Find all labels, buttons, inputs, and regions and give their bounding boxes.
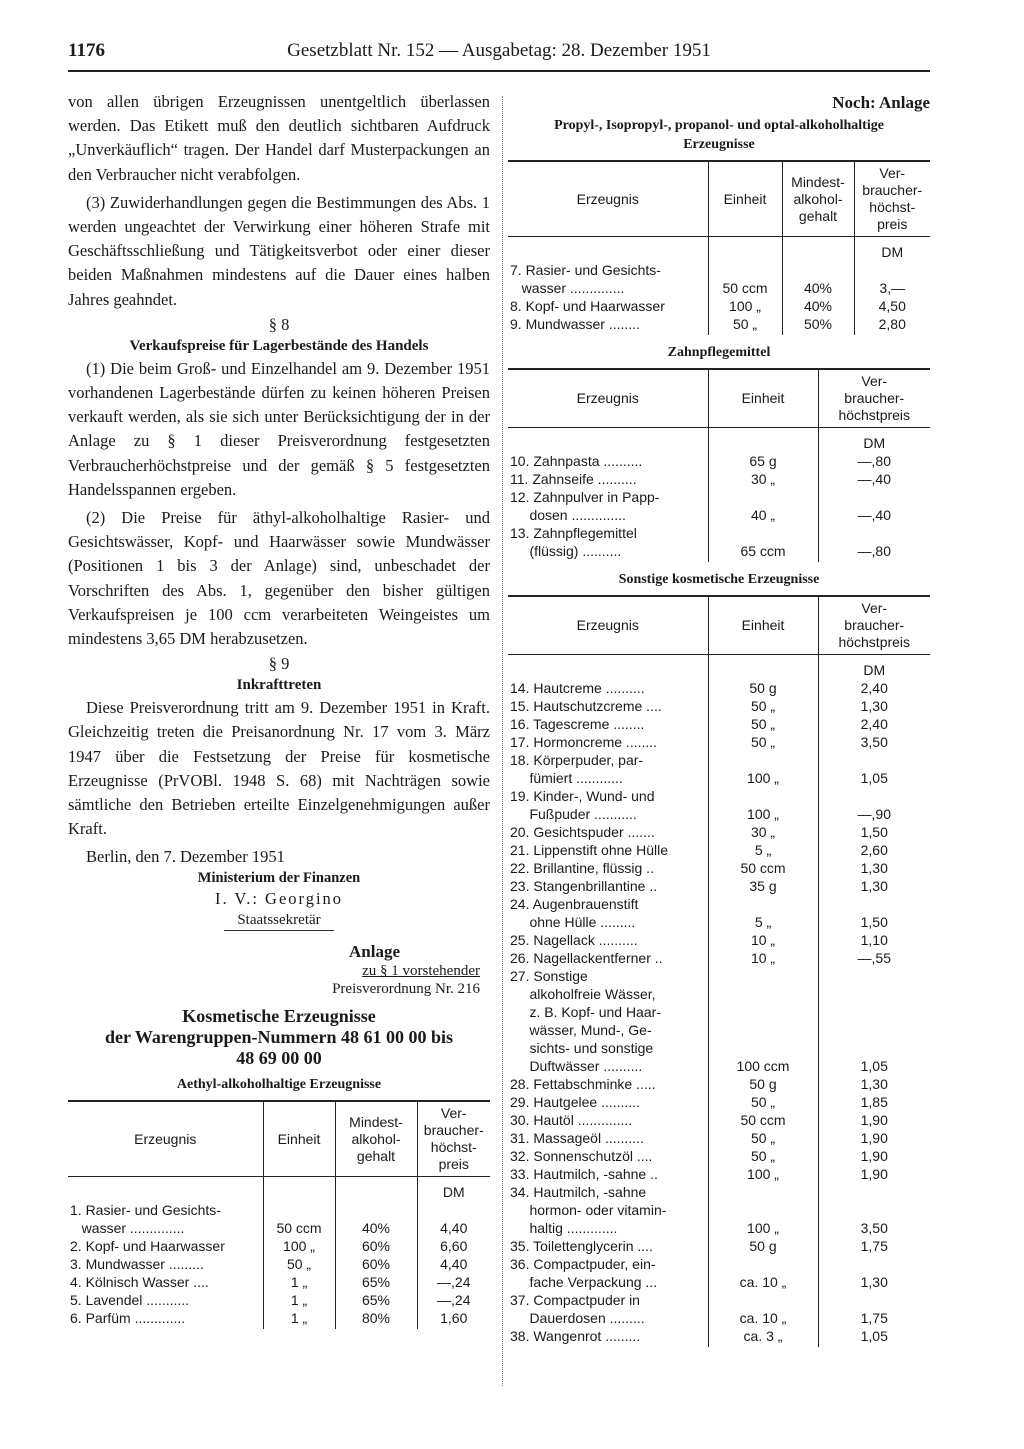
- col-header-preis: Ver- braucher- höchst- preis: [854, 161, 930, 237]
- cell-preis: 3,—: [854, 261, 930, 297]
- product-name: 9. Mundwasser ........: [510, 316, 640, 332]
- cell-einheit: 10 „: [708, 931, 818, 949]
- signer-name: I. V.: Georgino: [214, 889, 344, 909]
- cell-preis: 1,75: [818, 1291, 930, 1327]
- cell-einheit: 30 „: [708, 823, 818, 841]
- table-row: [508, 877, 930, 895]
- cell-einheit: 50 „: [708, 1129, 818, 1147]
- cell-gehalt: 65%: [335, 1273, 417, 1291]
- cell-gehalt: 60%: [335, 1255, 417, 1273]
- table-row: [508, 715, 930, 733]
- product-name: 33. Hautmilch, -sahne ..: [510, 1166, 658, 1182]
- paragraph-effective: Diese Preisverordnung tritt am 9. Dezember 1951 in Kraft. Gleichzeitig treten die Preisanordnung Nr. 17 vom 3. März 1947 über die Festsetzung der Preise für kosmetische Erzeugnisse (PrVOBl. 1948 S. 68) mit Nachträgen sowie sämtliche den Betrieben erteilte Einzelgenehmigungen außer Kraft.: [68, 698, 490, 839]
- cell-einheit: 100 ccm: [708, 967, 818, 1075]
- table-row: [508, 315, 930, 335]
- table-row: [68, 1255, 490, 1273]
- table-row: [68, 1291, 490, 1309]
- cell-preis: 1,30: [818, 877, 930, 895]
- anlage-reference: [68, 962, 490, 998]
- noch-anlage-title: Noch: Anlage: [832, 93, 930, 112]
- product-name: 30. Hautöl ..............: [510, 1112, 633, 1128]
- product-name: 37. Compactpuder in Dauerdosen .........: [510, 1292, 645, 1326]
- table-row: [508, 931, 930, 949]
- cell-einheit: 100 „: [708, 787, 818, 823]
- col-header-einheit: Einheit: [708, 161, 782, 237]
- section-8-heading: Verkaufspreise für Lagerbestände des Handels: [129, 337, 429, 354]
- product-name: 18. Körperpuder, par- fümiert ............: [510, 752, 644, 786]
- cell-einheit: ca. 10 „: [708, 1291, 818, 1327]
- product-name: 20. Gesichtspuder .......: [510, 824, 655, 840]
- cell-einheit: 5 „: [708, 895, 818, 931]
- cell-preis: 1,90: [818, 1111, 930, 1129]
- product-name: 22. Brillantine, flüssig ..: [510, 860, 654, 876]
- table-row: [508, 1165, 930, 1183]
- cell-gehalt: 40%: [782, 297, 854, 315]
- page-number: 1176: [68, 40, 105, 61]
- cell-einheit: 50 g: [708, 1075, 818, 1093]
- cell-einheit: 10 „: [708, 949, 818, 967]
- cell-einheit: 30 „: [708, 470, 818, 488]
- table-row: [68, 1309, 490, 1329]
- product-name: 25. Nagellack ..........: [510, 932, 638, 948]
- cell-preis: 6,60: [417, 1237, 490, 1255]
- product-name: 23. Stangenbrillantine ..: [510, 878, 658, 894]
- table-row: [508, 895, 930, 931]
- section-9-heading: Inkrafttreten: [236, 677, 322, 694]
- cell-preis: 2,40: [818, 715, 930, 733]
- product-name: 19. Kinder-, Wund- und Fußpuder ...........: [510, 788, 655, 822]
- product-name: 24. Augenbrauenstift ohne Hülle .........: [510, 896, 639, 930]
- product-name: 14. Hautcreme ..........: [510, 680, 645, 696]
- table-row: [508, 1255, 930, 1291]
- table-row: [508, 823, 930, 841]
- table3-body: [508, 428, 930, 563]
- cell-preis: 1,90: [818, 1129, 930, 1147]
- product-name: 15. Hautschutzcreme ....: [510, 698, 662, 714]
- cell-einheit: ca. 10 „: [708, 1255, 818, 1291]
- cell-gehalt: 60%: [335, 1237, 417, 1255]
- col-header-preis: Ver- braucher- höchstpreis: [818, 596, 930, 655]
- product-name: 1. Rasier- und Gesichts- wasser ..............: [70, 1202, 221, 1237]
- cell-einheit: 100 „: [708, 1165, 818, 1183]
- cell-preis: —,24: [417, 1291, 490, 1309]
- currency-row: [508, 428, 930, 453]
- cell-einheit: 50 ccm: [263, 1201, 335, 1237]
- table4-heading: Sonstige kosmetische Erzeugnisse: [618, 572, 820, 587]
- table-zahnpflege: [508, 368, 930, 562]
- col-header-einheit: Einheit: [708, 596, 818, 655]
- table-row: [508, 1111, 930, 1129]
- paragraph-violations: (3) Zuwiderhandlungen gegen die Bestimmungen des Abs. 1 werden ungeachtet der Verwirkung einer höheren Strafe mit Geschäftsschließung und Tätigkeitsverbot oder einer dieser beiden Maßnahmen mindestens auf die Dauer eines halben Jahres geahndet.: [68, 192, 490, 309]
- annex-title-line2: der Warengruppen-Nummern 48 61 00 00 bis: [104, 1027, 454, 1048]
- col-header-preis: Ver- braucher- höchst- preis: [417, 1101, 490, 1177]
- table3-heading: Zahnpflegemittel: [667, 345, 771, 360]
- cell-preis: 1,85: [818, 1093, 930, 1111]
- cell-preis: 1,60: [417, 1309, 490, 1329]
- cell-einheit: 50 „: [708, 733, 818, 751]
- product-name: 11. Zahnseife ..........: [510, 471, 637, 487]
- table1-heading: Aethyl-alkoholhaltige Erzeugnisse: [176, 1077, 382, 1093]
- table-row: [508, 1327, 930, 1347]
- right-column: [508, 92, 930, 1347]
- table-row: [508, 1147, 930, 1165]
- section-8: § 8: [268, 314, 290, 334]
- table-row: [508, 452, 930, 470]
- cell-gehalt: 40%: [335, 1201, 417, 1237]
- table-row: [508, 470, 930, 488]
- cell-einheit: ca. 3 „: [708, 1327, 818, 1347]
- cell-preis: 1,30: [818, 859, 930, 877]
- table-row: [508, 967, 930, 1075]
- cell-einheit: 50 „: [708, 1147, 818, 1165]
- annex-title-line3: 48 69 00 00: [236, 1048, 322, 1069]
- cell-gehalt: 40%: [782, 261, 854, 297]
- cell-preis: 1,90: [818, 1147, 930, 1165]
- cell-preis: —,40: [818, 470, 930, 488]
- cell-preis: 1,50: [818, 895, 930, 931]
- cell-preis: 3,50: [818, 733, 930, 751]
- table-row: [508, 261, 930, 297]
- cell-einheit: 50 g: [708, 679, 818, 697]
- table-row: [508, 841, 930, 859]
- cell-preis: 1,05: [818, 1327, 930, 1347]
- product-name: 16. Tagescreme ........: [510, 716, 645, 732]
- paragraph-continuation: von allen übrigen Erzeugnissen unentgeltlich überlassen werden. Das Etikett muß den deutlich sichtbaren Aufdruck „Unverkäuflich“ tragen. Der Handel darf Musterpackungen an den Verbraucher nicht verabfolgen.: [68, 92, 490, 184]
- cell-einheit: 1 „: [263, 1291, 335, 1309]
- table-row: [508, 524, 930, 562]
- cell-einheit: 1 „: [263, 1273, 335, 1291]
- product-name: 2. Kopf- und Haarwasser: [70, 1238, 225, 1255]
- product-name: 38. Wangenrot .........: [510, 1328, 641, 1344]
- place-date: Berlin, den 7. Dezember 1951: [86, 847, 285, 867]
- table-row: [508, 1075, 930, 1093]
- paragraph-stock-prices: (1) Die beim Groß- und Einzelhandel am 9. Dezember 1951 vorhandenen Lagerbestände dürfen zu keinen höheren Preisen verkauft werden, als sie sich unter Berücksichtigung der in der Anlage zu § 1 dieser Preisverordnung festgesetzten Verbraucherhöchstpreise und der gemäß § 5 festgesetzten Handelsspannen ergeben.: [68, 358, 490, 499]
- left-column: [68, 90, 490, 1329]
- table-row: [508, 751, 930, 787]
- cell-preis: 2,80: [854, 315, 930, 335]
- cell-einheit: 50 ccm: [708, 1111, 818, 1129]
- table-row: [508, 949, 930, 967]
- col-header-erzeugnis: Erzeugnis: [68, 1101, 263, 1177]
- cell-einheit: 50 „: [708, 715, 818, 733]
- currency-label: DM: [818, 428, 930, 453]
- cell-einheit: 65 ccm: [708, 524, 818, 562]
- cell-preis: —,40: [818, 488, 930, 524]
- cell-gehalt: 80%: [335, 1309, 417, 1329]
- cell-preis: 1,05: [818, 967, 930, 1075]
- table-row: [508, 679, 930, 697]
- anlage-title: Anlage: [349, 942, 400, 962]
- cell-preis: 4,40: [417, 1201, 490, 1237]
- currency-row: [508, 237, 930, 262]
- product-name: 35. Toilettenglycerin ....: [510, 1238, 653, 1254]
- cell-preis: 2,60: [818, 841, 930, 859]
- cell-einheit: 100 „: [708, 751, 818, 787]
- product-name: 10. Zahnpasta ..........: [510, 453, 643, 469]
- cell-preis: 1,90: [818, 1165, 930, 1183]
- anlage-ref-line1: zu § 1 vorstehender: [362, 963, 480, 980]
- cell-einheit: 50 „: [708, 697, 818, 715]
- cell-preis: —,90: [818, 787, 930, 823]
- col-header-erzeugnis: Erzeugnis: [508, 596, 708, 655]
- table1-body: [68, 1177, 490, 1330]
- cell-einheit: 50 „: [708, 1093, 818, 1111]
- col-header-preis: Ver- braucher- höchstpreis: [818, 369, 930, 428]
- cell-einheit: 50 „: [263, 1255, 335, 1273]
- col-header-erzeugnis: Erzeugnis: [508, 161, 708, 237]
- table-row: [508, 733, 930, 751]
- anlage-ref-line2: Preisverordnung Nr. 216: [332, 981, 480, 998]
- product-name: 28. Fettabschminke .....: [510, 1076, 656, 1092]
- product-name: 21. Lippenstift ohne Hülle: [510, 842, 668, 858]
- currency-row: [68, 1177, 490, 1202]
- table-sonstige: [508, 595, 930, 1347]
- cell-preis: —,55: [818, 949, 930, 967]
- product-name: 13. Zahnpflegemittel (flüssig) ..........: [510, 525, 637, 559]
- cell-preis: 1,10: [818, 931, 930, 949]
- table-row: [68, 1237, 490, 1255]
- cell-preis: 1,30: [818, 1255, 930, 1291]
- table2-heading: Propyl-, Isopropyl-, propanol- und optal-alkoholhaltige Erzeugnisse: [554, 118, 884, 152]
- cell-einheit: 50 ccm: [708, 261, 782, 297]
- cell-einheit: 65 g: [708, 452, 818, 470]
- ministry-name: Ministerium der Finanzen: [197, 870, 361, 887]
- cell-preis: 1,50: [818, 823, 930, 841]
- cell-einheit: 50 ccm: [708, 859, 818, 877]
- currency-label: DM: [854, 237, 930, 262]
- product-name: 29. Hautgelee ..........: [510, 1094, 640, 1110]
- page-header: [68, 36, 930, 72]
- gazette-title: Gesetzblatt Nr. 152 — Ausgabetag: 28. Dezember 1951: [287, 40, 711, 61]
- product-name: 27. Sonstige alkoholfreie Wässer, z. B. Kopf- und Haar- wässer, Mund-, Ge- sichts- und sonstige Duftwässer ..........: [510, 968, 661, 1074]
- cell-einheit: 5 „: [708, 841, 818, 859]
- table-row: [508, 488, 930, 524]
- currency-label: DM: [417, 1177, 490, 1202]
- cell-einheit: 50 g: [708, 1237, 818, 1255]
- table-row: [508, 1093, 930, 1111]
- table-row: [508, 297, 930, 315]
- product-name: 32. Sonnenschutzöl ....: [510, 1148, 653, 1164]
- product-name: 4. Kölnisch Wasser ....: [70, 1274, 209, 1291]
- cell-preis: 1,75: [818, 1237, 930, 1255]
- cell-einheit: 40 „: [708, 488, 818, 524]
- col-header-alkoholgehalt: Mindest- alkohol- gehalt: [782, 161, 854, 237]
- product-name: 5. Lavendel ...........: [70, 1292, 190, 1309]
- table-propyl-products: [508, 160, 930, 335]
- cell-preis: 1,05: [818, 751, 930, 787]
- cell-preis: —,80: [818, 452, 930, 470]
- product-name: 31. Massageöl ..........: [510, 1130, 644, 1146]
- signer-role: Staatssekretär: [224, 910, 334, 931]
- cell-einheit: 1 „: [263, 1309, 335, 1329]
- cell-preis: 3,50: [818, 1183, 930, 1237]
- cell-einheit: 100 „: [708, 1183, 818, 1237]
- product-name: 34. Hautmilch, -sahne hormon- oder vitamin- haltig .............: [510, 1184, 667, 1236]
- column-divider: [502, 96, 503, 1386]
- table4-body: [508, 655, 930, 1348]
- col-header-erzeugnis: Erzeugnis: [508, 369, 708, 428]
- table-row: [508, 1129, 930, 1147]
- table-row: [68, 1273, 490, 1291]
- cell-gehalt: 65%: [335, 1291, 417, 1309]
- cell-preis: 1,30: [818, 697, 930, 715]
- table-row: [508, 697, 930, 715]
- product-name: 36. Compactpuder, ein- fache Verpackung ...: [510, 1256, 658, 1290]
- cell-preis: 2,40: [818, 679, 930, 697]
- cell-preis: 4,40: [417, 1255, 490, 1273]
- table2-body: [508, 237, 930, 336]
- col-header-einheit: Einheit: [708, 369, 818, 428]
- col-header-einheit: Einheit: [263, 1101, 335, 1177]
- cell-gehalt: 50%: [782, 315, 854, 335]
- table-row: [508, 859, 930, 877]
- annex-main-title: [68, 1006, 490, 1069]
- cell-einheit: 50 „: [708, 315, 782, 335]
- table-aethyl-products: [68, 1100, 490, 1329]
- table-row: [508, 787, 930, 823]
- cell-einheit: 100 „: [263, 1237, 335, 1255]
- product-name: 8. Kopf- und Haarwasser: [510, 298, 665, 314]
- table-row: [508, 1183, 930, 1237]
- col-header-alkoholgehalt: Mindest- alkohol- gehalt: [335, 1101, 417, 1177]
- product-name: 26. Nagellackentferner ..: [510, 950, 663, 966]
- product-name: 6. Parfüm .............: [70, 1310, 186, 1327]
- cell-einheit: 100 „: [708, 297, 782, 315]
- currency-label: DM: [818, 655, 930, 680]
- currency-row: [508, 655, 930, 680]
- cell-einheit: 35 g: [708, 877, 818, 895]
- table-row: [68, 1201, 490, 1237]
- table-row: [508, 1291, 930, 1327]
- product-name: 7. Rasier- und Gesichts- wasser ..............: [510, 262, 661, 296]
- cell-preis: 1,30: [818, 1075, 930, 1093]
- cell-preis: —,24: [417, 1273, 490, 1291]
- annex-title-line1: Kosmetische Erzeugnisse: [182, 1006, 376, 1027]
- product-name: 17. Hormoncreme ........: [510, 734, 658, 750]
- product-name: 12. Zahnpulver in Papp- dosen ..............: [510, 489, 660, 523]
- table-row: [508, 1237, 930, 1255]
- section-9: § 9: [268, 654, 290, 674]
- paragraph-price-reduction: (2) Die Preise für äthyl-alkoholhaltige Rasier- und Gesichtswässer, Kopf- und Haarwässer sowie Mundwässer (Positionen 1 bis 3 der Anlage) sind, unbeschadet der Vorschriften des Abs. 1, gegenüber den bisher gültigen Verkaufspreisen je 100 ccm verarbeiteten Weingeistes um mindestens 3,65 DM herabzusetzen.: [68, 508, 490, 649]
- cell-preis: —,80: [818, 524, 930, 562]
- product-name: 3. Mundwasser .........: [70, 1256, 204, 1273]
- cell-preis: 4,50: [854, 297, 930, 315]
